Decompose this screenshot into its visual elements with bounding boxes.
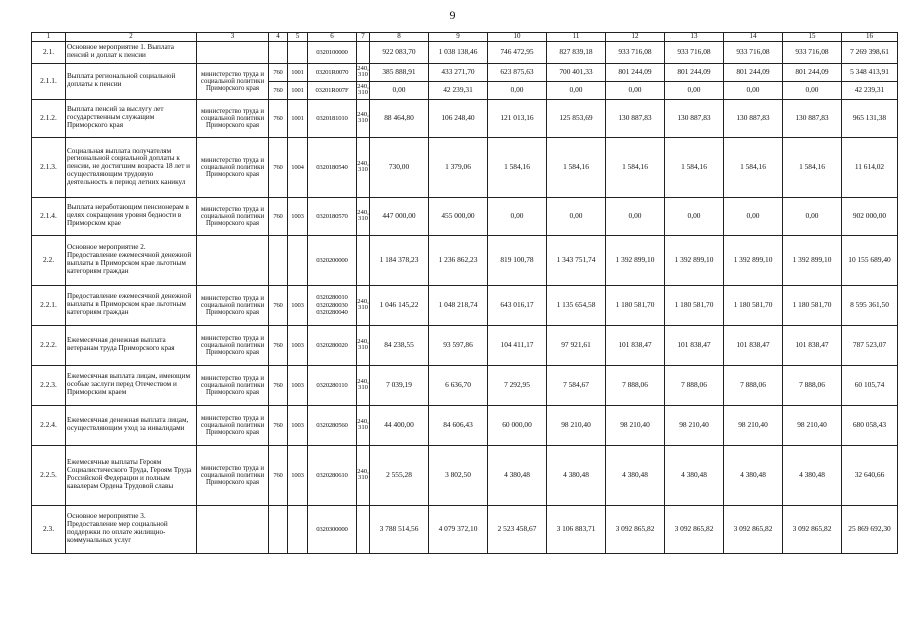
amount-cell: 42 239,31: [842, 81, 898, 99]
vr-code-cell: 240, 310: [357, 81, 370, 99]
amount-cell: 32 640,66: [842, 445, 898, 505]
executor-cell: [197, 505, 269, 553]
table-row: [32, 285, 898, 325]
csr-code-cell: 0320200000: [308, 235, 357, 285]
amount-cell: 0,00: [783, 81, 842, 99]
amount-cell: 101 838,47: [783, 325, 842, 365]
csr-code-cell: 0320280010 0320280030 0320280040: [308, 285, 357, 325]
amount-cell: 746 472,95: [488, 41, 547, 63]
header-cell: 12: [606, 33, 665, 42]
amount-cell: 3 106 883,71: [547, 505, 606, 553]
amount-cell: 3 788 514,56: [370, 505, 429, 553]
amount-cell: 5 348 413,91: [842, 63, 898, 81]
header-cell: 9: [429, 33, 488, 42]
row-number-cell: 2.1.3.: [32, 137, 66, 197]
grbs-cell: [269, 41, 288, 63]
csr-code-cell: 0320280610: [308, 445, 357, 505]
amount-cell: 84 606,43: [429, 405, 488, 445]
amount-cell: 1 184 378,23: [370, 235, 429, 285]
csr-code-cell: 0320180570: [308, 197, 357, 235]
amount-cell: 801 244,09: [665, 63, 724, 81]
amount-cell: 60 105,74: [842, 365, 898, 405]
amount-cell: 700 401,33: [547, 63, 606, 81]
amount-cell: 1 046 145,22: [370, 285, 429, 325]
vr-code-cell: 240, 310: [357, 99, 370, 137]
amount-cell: 1 392 899,10: [665, 235, 724, 285]
header-cell: 11: [547, 33, 606, 42]
row-number-cell: 2.2.: [32, 235, 66, 285]
amount-cell: 1 180 581,70: [783, 285, 842, 325]
amount-cell: 0,00: [724, 81, 783, 99]
rzpr-cell: 1003: [288, 445, 308, 505]
grbs-cell: 760: [269, 405, 288, 445]
amount-cell: 60 000,00: [488, 405, 547, 445]
amount-cell: 902 000,00: [842, 197, 898, 235]
activity-name-cell: Ежемесячная денежная выплата ветеранам труда Приморского края: [66, 325, 197, 365]
vr-code-cell: 240, 310: [357, 325, 370, 365]
rzpr-cell: [288, 235, 308, 285]
table-row: [32, 325, 898, 365]
csr-code-cell: 0320280560: [308, 405, 357, 445]
amount-cell: 0,00: [783, 197, 842, 235]
rzpr-cell: 1001: [288, 63, 308, 81]
amount-cell: 130 887,83: [665, 99, 724, 137]
table-row: [32, 99, 898, 137]
amount-cell: 4 380,48: [783, 445, 842, 505]
amount-cell: 1 584,16: [665, 137, 724, 197]
table-row: [32, 405, 898, 445]
amount-cell: 787 523,07: [842, 325, 898, 365]
amount-cell: 623 875,63: [488, 63, 547, 81]
header-cell: 15: [783, 33, 842, 42]
amount-cell: 680 058,43: [842, 405, 898, 445]
amount-cell: 0,00: [370, 81, 429, 99]
amount-cell: 801 244,09: [724, 63, 783, 81]
amount-cell: 1 584,16: [783, 137, 842, 197]
row-number-cell: 2.1.4.: [32, 197, 66, 235]
amount-cell: 643 016,17: [488, 285, 547, 325]
activity-name-cell: Основное мероприятие 1. Выплата пенсий и доплат к пенсии: [66, 41, 197, 63]
grbs-cell: 760: [269, 99, 288, 137]
header-row: [32, 33, 898, 42]
amount-cell: 3 092 865,82: [783, 505, 842, 553]
header-cell: 1: [32, 33, 66, 42]
amount-cell: 0,00: [724, 197, 783, 235]
csr-code-cell: 0320180540: [308, 137, 357, 197]
amount-cell: 0,00: [488, 81, 547, 99]
vr-code-cell: [357, 41, 370, 63]
grbs-cell: 760: [269, 81, 288, 99]
amount-cell: 130 887,83: [783, 99, 842, 137]
csr-code-cell: 03201R0070: [308, 63, 357, 81]
executor-cell: министерство труда и социальной политики Приморского края: [197, 137, 269, 197]
amount-cell: 25 869 692,30: [842, 505, 898, 553]
amount-cell: 97 921,61: [547, 325, 606, 365]
amount-cell: 4 380,48: [606, 445, 665, 505]
grbs-cell: 760: [269, 325, 288, 365]
row-number-cell: 2.2.4.: [32, 405, 66, 445]
amount-cell: 7 888,06: [724, 365, 783, 405]
executor-cell: [197, 41, 269, 63]
activity-name-cell: Основное мероприятие 2. Предоставление ежемесячной денежной выплаты в Приморском крае льготным категориям граждан: [66, 235, 197, 285]
table-row: [32, 445, 898, 505]
table-row: [32, 41, 898, 63]
header-cell: 8: [370, 33, 429, 42]
header-cell: 3: [197, 33, 269, 42]
header-cell: 7: [357, 33, 370, 42]
activity-name-cell: Ежемесячная выплата лицам, имеющим особые заслуги перед Отечеством и Приморским краем: [66, 365, 197, 405]
rzpr-cell: 1003: [288, 405, 308, 445]
amount-cell: 455 000,00: [429, 197, 488, 235]
amount-cell: 1 343 751,74: [547, 235, 606, 285]
amount-cell: 1 392 899,10: [606, 235, 665, 285]
grbs-cell: [269, 235, 288, 285]
amount-cell: 0,00: [665, 197, 724, 235]
amount-cell: 7 269 398,61: [842, 41, 898, 63]
amount-cell: 965 131,38: [842, 99, 898, 137]
rzpr-cell: 1003: [288, 197, 308, 235]
amount-cell: 101 838,47: [724, 325, 783, 365]
vr-code-cell: 240, 310: [357, 405, 370, 445]
amount-cell: 1 048 218,74: [429, 285, 488, 325]
executor-cell: министерство труда и социальной политики Приморского края: [197, 63, 269, 99]
amount-cell: 2 523 458,67: [488, 505, 547, 553]
csr-code-cell: 0320280110: [308, 365, 357, 405]
rzpr-cell: 1003: [288, 365, 308, 405]
amount-cell: 130 887,83: [606, 99, 665, 137]
amount-cell: 827 839,18: [547, 41, 606, 63]
amount-cell: 0,00: [488, 197, 547, 235]
amount-cell: 933 716,08: [783, 41, 842, 63]
amount-cell: 7 292,95: [488, 365, 547, 405]
activity-name-cell: Выплата пенсий за выслугу лет государственным служащим Приморского края: [66, 99, 197, 137]
amount-cell: 104 411,17: [488, 325, 547, 365]
vr-code-cell: 240, 310: [357, 445, 370, 505]
rzpr-cell: 1001: [288, 81, 308, 99]
header-cell: 16: [842, 33, 898, 42]
amount-cell: 7 888,06: [606, 365, 665, 405]
header-cell: 14: [724, 33, 783, 42]
vr-code-cell: 240, 310: [357, 197, 370, 235]
header-cell: 2: [66, 33, 197, 42]
csr-code-cell: 0320100000: [308, 41, 357, 63]
vr-code-cell: 240, 310: [357, 137, 370, 197]
amount-cell: 7 584,67: [547, 365, 606, 405]
grbs-cell: 760: [269, 365, 288, 405]
page-number: 9: [449, 8, 456, 22]
amount-cell: 933 716,08: [724, 41, 783, 63]
amount-cell: 1 392 899,10: [724, 235, 783, 285]
amount-cell: 933 716,08: [665, 41, 724, 63]
row-number-cell: 2.1.1.: [32, 63, 66, 99]
amount-cell: 447 000,00: [370, 197, 429, 235]
row-number-cell: 2.1.: [32, 41, 66, 63]
amount-cell: 98 210,40: [783, 405, 842, 445]
amount-cell: 3 092 865,82: [606, 505, 665, 553]
amount-cell: 819 100,78: [488, 235, 547, 285]
header-cell: 5: [288, 33, 308, 42]
header-cell: 13: [665, 33, 724, 42]
rzpr-cell: 1003: [288, 285, 308, 325]
amount-cell: 101 838,47: [665, 325, 724, 365]
amount-cell: 42 239,31: [429, 81, 488, 99]
amount-cell: 1 180 581,70: [606, 285, 665, 325]
vr-code-cell: 240, 310: [357, 365, 370, 405]
grbs-cell: 760: [269, 137, 288, 197]
activity-name-cell: Ежемесячная денежная выплата лицам, осуществляющим уход за инвалидами: [66, 405, 197, 445]
amount-cell: 3 092 865,82: [724, 505, 783, 553]
rzpr-cell: [288, 505, 308, 553]
row-number-cell: 2.2.5.: [32, 445, 66, 505]
header-cell: 6: [308, 33, 357, 42]
amount-cell: 0,00: [547, 197, 606, 235]
executor-cell: министерство труда и социальной политики Приморского края: [197, 285, 269, 325]
amount-cell: 1 584,16: [606, 137, 665, 197]
amount-cell: 1 236 862,23: [429, 235, 488, 285]
amount-cell: 6 636,70: [429, 365, 488, 405]
amount-cell: 10 155 689,40: [842, 235, 898, 285]
activity-name-cell: Выплата неработающим пенсионерам в целях сокращения уровня бедности в Приморском крае: [66, 197, 197, 235]
grbs-cell: [269, 505, 288, 553]
row-number-cell: 2.2.3.: [32, 365, 66, 405]
executor-cell: [197, 235, 269, 285]
activity-name-cell: Предоставление ежемесячной денежной выплаты в Приморском крае льготным категориям граждан: [66, 285, 197, 325]
amount-cell: 130 887,83: [724, 99, 783, 137]
activity-name-cell: Выплата региональной социальной доплаты к пенсии: [66, 63, 197, 99]
amount-cell: 8 595 361,50: [842, 285, 898, 325]
grbs-cell: 760: [269, 285, 288, 325]
amount-cell: 1 584,16: [724, 137, 783, 197]
amount-cell: 1 584,16: [488, 137, 547, 197]
amount-cell: 0,00: [547, 81, 606, 99]
grbs-cell: 760: [269, 445, 288, 505]
table-row: [32, 63, 898, 81]
table-row: [32, 197, 898, 235]
executor-cell: министерство труда и социальной политики Приморского края: [197, 365, 269, 405]
amount-cell: 1 038 138,46: [429, 41, 488, 63]
amount-cell: 4 380,48: [724, 445, 783, 505]
amount-cell: 4 380,48: [665, 445, 724, 505]
amount-cell: 98 210,40: [724, 405, 783, 445]
amount-cell: 7 039,19: [370, 365, 429, 405]
row-number-cell: 2.2.2.: [32, 325, 66, 365]
amount-cell: 4 380,48: [547, 445, 606, 505]
amount-cell: 0,00: [606, 81, 665, 99]
amount-cell: 0,00: [606, 197, 665, 235]
amount-cell: 1 392 899,10: [783, 235, 842, 285]
activity-name-cell: Ежемесячные выплаты Героям Социалистического Труда, Героям Труда Российской Федерации и полным кавалерам Ордена Трудовой славы: [66, 445, 197, 505]
amount-cell: 7 888,06: [665, 365, 724, 405]
table-row: [32, 365, 898, 405]
amount-cell: 1 584,16: [547, 137, 606, 197]
amount-cell: 385 888,91: [370, 63, 429, 81]
amount-cell: 106 248,40: [429, 99, 488, 137]
executor-cell: министерство труда и социальной политики Приморского края: [197, 197, 269, 235]
amount-cell: 1 180 581,70: [724, 285, 783, 325]
executor-cell: министерство труда и социальной политики Приморского края: [197, 445, 269, 505]
amount-cell: 730,00: [370, 137, 429, 197]
amount-cell: 3 092 865,82: [665, 505, 724, 553]
amount-cell: 1 135 654,58: [547, 285, 606, 325]
amount-cell: 0,00: [665, 81, 724, 99]
csr-code-cell: 03201R007F: [308, 81, 357, 99]
activity-name-cell: Основное мероприятие 3. Предоставление мер социальной поддержки по оплате жилищно-коммунальных услуг: [66, 505, 197, 553]
amount-cell: 11 614,02: [842, 137, 898, 197]
table-body: [32, 41, 898, 553]
grbs-cell: 760: [269, 63, 288, 81]
vr-code-cell: 240, 310: [357, 285, 370, 325]
csr-code-cell: 0320280020: [308, 325, 357, 365]
rzpr-cell: [288, 41, 308, 63]
amount-cell: 4 079 372,10: [429, 505, 488, 553]
amount-cell: 7 888,06: [783, 365, 842, 405]
executor-cell: министерство труда и социальной политики Приморского края: [197, 405, 269, 445]
amount-cell: 1 180 581,70: [665, 285, 724, 325]
grbs-cell: 760: [269, 197, 288, 235]
header-cell: 4: [269, 33, 288, 42]
header-cell: 10: [488, 33, 547, 42]
amount-cell: 121 013,16: [488, 99, 547, 137]
row-number-cell: 2.2.1.: [32, 285, 66, 325]
amount-cell: 801 244,09: [783, 63, 842, 81]
row-number-cell: 2.1.2.: [32, 99, 66, 137]
amount-cell: 1 379,06: [429, 137, 488, 197]
rzpr-cell: 1004: [288, 137, 308, 197]
rzpr-cell: 1003: [288, 325, 308, 365]
amount-cell: 98 210,40: [547, 405, 606, 445]
table-row: [32, 505, 898, 553]
amount-cell: 3 802,50: [429, 445, 488, 505]
vr-code-cell: 240, 310: [357, 63, 370, 81]
amount-cell: 2 555,28: [370, 445, 429, 505]
csr-code-cell: 0320181010: [308, 99, 357, 137]
executor-cell: министерство труда и социальной политики Приморского края: [197, 99, 269, 137]
amount-cell: 433 271,70: [429, 63, 488, 81]
vr-code-cell: [357, 235, 370, 285]
amount-cell: 98 210,40: [606, 405, 665, 445]
amount-cell: 4 380,48: [488, 445, 547, 505]
rzpr-cell: 1001: [288, 99, 308, 137]
amount-cell: 44 400,00: [370, 405, 429, 445]
amount-cell: 125 853,69: [547, 99, 606, 137]
amount-cell: 101 838,47: [606, 325, 665, 365]
amount-cell: 88 464,80: [370, 99, 429, 137]
table-row: [32, 137, 898, 197]
vr-code-cell: [357, 505, 370, 553]
amount-cell: 922 083,70: [370, 41, 429, 63]
executor-cell: министерство труда и социальной политики Приморского края: [197, 325, 269, 365]
row-number-cell: 2.3.: [32, 505, 66, 553]
amount-cell: 801 244,09: [606, 63, 665, 81]
amount-cell: 98 210,40: [665, 405, 724, 445]
budget-table: [31, 32, 898, 554]
activity-name-cell: Социальная выплата получателям региональной социальной доплаты к пенсии, не достигшим возраста 18 лет и осуществляющим трудовую деятельность в период летних каникул: [66, 137, 197, 197]
csr-code-cell: 0320300000: [308, 505, 357, 553]
amount-cell: 933 716,08: [606, 41, 665, 63]
table-row: [32, 235, 898, 285]
amount-cell: 84 238,55: [370, 325, 429, 365]
amount-cell: 93 597,86: [429, 325, 488, 365]
